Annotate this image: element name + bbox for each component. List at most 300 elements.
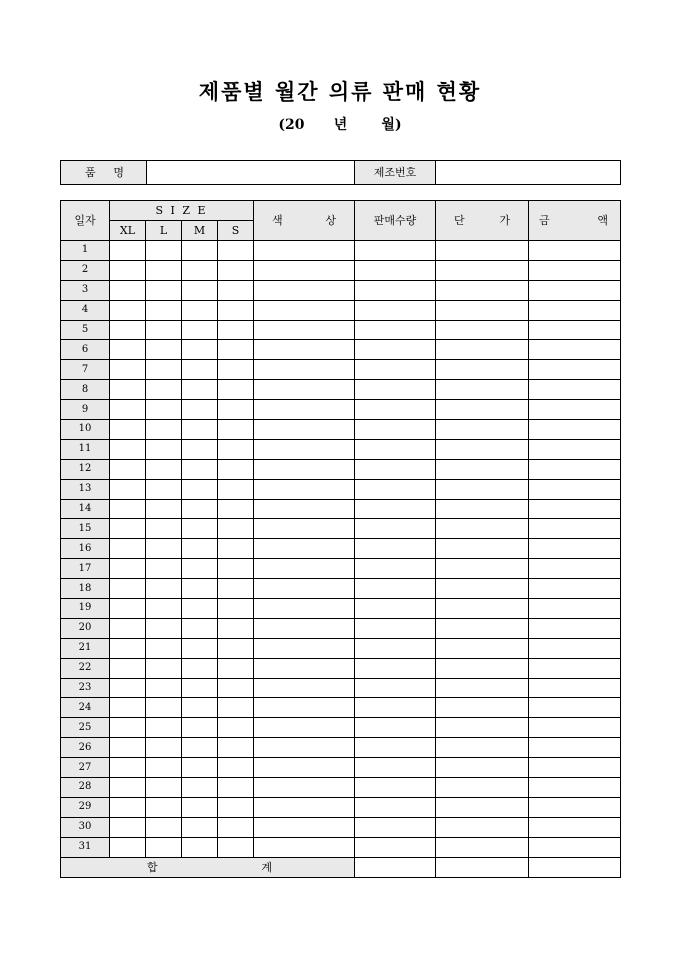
day-label: 3: [61, 280, 110, 300]
m-cell[interactable]: [182, 459, 218, 479]
amount-header: 금 액: [529, 201, 621, 241]
quantity-cell[interactable]: [355, 499, 436, 519]
day-label: 4: [61, 300, 110, 320]
color-cell[interactable]: [254, 260, 355, 280]
xl-cell[interactable]: [110, 479, 146, 499]
quantity-cell[interactable]: [355, 280, 436, 300]
amount-cell[interactable]: [529, 678, 621, 698]
amount-cell[interactable]: [529, 638, 621, 658]
quantity-cell[interactable]: [355, 420, 436, 440]
s-cell[interactable]: [218, 260, 254, 280]
l-cell[interactable]: [146, 817, 182, 837]
xl-cell[interactable]: [110, 579, 146, 599]
quantity-cell[interactable]: [355, 678, 436, 698]
quantity-cell[interactable]: [355, 479, 436, 499]
product-name-field[interactable]: [147, 161, 355, 185]
l-cell[interactable]: [146, 340, 182, 360]
s-cell[interactable]: [218, 340, 254, 360]
unit-price-cell[interactable]: [436, 718, 529, 738]
color-cell[interactable]: [254, 539, 355, 559]
xl-cell[interactable]: [110, 420, 146, 440]
table-row: [61, 678, 621, 698]
color-cell[interactable]: [254, 340, 355, 360]
xl-cell[interactable]: [110, 340, 146, 360]
l-cell[interactable]: [146, 241, 182, 261]
amount-cell[interactable]: [529, 778, 621, 798]
amount-cell[interactable]: [529, 420, 621, 440]
quantity-cell[interactable]: [355, 778, 436, 798]
quantity-cell[interactable]: [355, 459, 436, 479]
xl-cell[interactable]: [110, 539, 146, 559]
table-row: [61, 241, 621, 261]
m-cell[interactable]: [182, 778, 218, 798]
product-name-label: 품 명: [61, 161, 147, 185]
amount-cell[interactable]: [529, 519, 621, 539]
color-cell[interactable]: [254, 380, 355, 400]
l-cell[interactable]: [146, 519, 182, 539]
unit-price-cell[interactable]: [436, 599, 529, 619]
table-row: [61, 499, 621, 519]
s-cell[interactable]: [218, 519, 254, 539]
day-label: 22: [61, 658, 110, 678]
table-row: [61, 519, 621, 539]
m-cell[interactable]: [182, 718, 218, 738]
unit-price-cell[interactable]: [436, 360, 529, 380]
l-cell[interactable]: [146, 658, 182, 678]
amount-cell[interactable]: [529, 241, 621, 261]
unit-price-cell[interactable]: [436, 559, 529, 579]
color-cell[interactable]: [254, 479, 355, 499]
m-cell[interactable]: [182, 260, 218, 280]
product-info-table: [60, 160, 621, 185]
m-cell[interactable]: [182, 698, 218, 718]
unit-price-cell[interactable]: [436, 280, 529, 300]
m-cell[interactable]: [182, 360, 218, 380]
day-label: 24: [61, 698, 110, 718]
table-row: [61, 618, 621, 638]
quantity-cell[interactable]: [355, 300, 436, 320]
s-cell[interactable]: [218, 837, 254, 857]
day-label: 16: [61, 539, 110, 559]
table-row: [61, 778, 621, 798]
s-cell[interactable]: [218, 559, 254, 579]
xl-cell[interactable]: [110, 300, 146, 320]
m-cell[interactable]: [182, 420, 218, 440]
color-cell[interactable]: [254, 797, 355, 817]
l-cell[interactable]: [146, 738, 182, 758]
l-cell[interactable]: [146, 539, 182, 559]
amount-cell[interactable]: [529, 599, 621, 619]
quantity-cell[interactable]: [355, 539, 436, 559]
l-cell[interactable]: [146, 499, 182, 519]
unit-price-cell[interactable]: [436, 260, 529, 280]
m-cell[interactable]: [182, 797, 218, 817]
quantity-cell[interactable]: [355, 599, 436, 619]
unit-price-cell[interactable]: [436, 420, 529, 440]
m-cell[interactable]: [182, 618, 218, 638]
l-cell[interactable]: [146, 380, 182, 400]
s-cell[interactable]: [218, 579, 254, 599]
day-label: 28: [61, 778, 110, 798]
table-row: [61, 320, 621, 340]
m-cell[interactable]: [182, 559, 218, 579]
quantity-cell[interactable]: [355, 519, 436, 539]
xl-cell[interactable]: [110, 618, 146, 638]
l-cell[interactable]: [146, 758, 182, 778]
color-cell[interactable]: [254, 459, 355, 479]
day-label: 29: [61, 797, 110, 817]
period-subtitle: [0, 114, 680, 134]
m-cell[interactable]: [182, 320, 218, 340]
m-cell[interactable]: [182, 638, 218, 658]
color-cell[interactable]: [254, 738, 355, 758]
unit-price-cell[interactable]: [436, 320, 529, 340]
amount-cell[interactable]: [529, 817, 621, 837]
quantity-cell[interactable]: [355, 638, 436, 658]
l-cell[interactable]: [146, 638, 182, 658]
amount-cell[interactable]: [529, 559, 621, 579]
xl-cell[interactable]: [110, 400, 146, 420]
s-cell[interactable]: [218, 599, 254, 619]
s-cell[interactable]: [218, 778, 254, 798]
s-cell[interactable]: [218, 698, 254, 718]
s-cell[interactable]: [218, 241, 254, 261]
color-cell[interactable]: [254, 599, 355, 619]
l-cell[interactable]: [146, 479, 182, 499]
l-cell[interactable]: [146, 280, 182, 300]
table-row: [61, 360, 621, 380]
color-cell[interactable]: [254, 758, 355, 778]
color-cell[interactable]: [254, 698, 355, 718]
size-xl-header: XL: [110, 221, 146, 241]
quantity-cell[interactable]: [355, 380, 436, 400]
xl-cell[interactable]: [110, 678, 146, 698]
serial-number-field[interactable]: [436, 161, 621, 185]
color-cell[interactable]: [254, 618, 355, 638]
table-row: [61, 698, 621, 718]
s-cell[interactable]: [218, 638, 254, 658]
color-cell[interactable]: [254, 519, 355, 539]
m-cell[interactable]: [182, 817, 218, 837]
unit-price-cell[interactable]: [436, 340, 529, 360]
unit-price-cell[interactable]: [436, 459, 529, 479]
color-cell[interactable]: [254, 400, 355, 420]
l-cell[interactable]: [146, 698, 182, 718]
color-cell[interactable]: [254, 280, 355, 300]
xl-cell[interactable]: [110, 260, 146, 280]
xl-cell[interactable]: [110, 559, 146, 579]
amount-cell[interactable]: [529, 439, 621, 459]
quantity-header: 판매수량: [355, 201, 436, 241]
l-cell[interactable]: [146, 420, 182, 440]
l-cell[interactable]: [146, 400, 182, 420]
l-cell[interactable]: [146, 618, 182, 638]
month-unit: 월): [381, 117, 402, 133]
xl-cell[interactable]: [110, 797, 146, 817]
day-label: 15: [61, 519, 110, 539]
color-cell[interactable]: [254, 678, 355, 698]
table-row: [61, 718, 621, 738]
unit-price-cell[interactable]: [436, 618, 529, 638]
amount-cell[interactable]: [529, 479, 621, 499]
amount-cell[interactable]: [529, 797, 621, 817]
color-cell[interactable]: [254, 360, 355, 380]
s-cell[interactable]: [218, 817, 254, 837]
quantity-cell[interactable]: [355, 718, 436, 738]
amount-cell[interactable]: [529, 280, 621, 300]
unit-price-cell[interactable]: [436, 300, 529, 320]
amount-cell[interactable]: [529, 539, 621, 559]
unit-price-cell[interactable]: [436, 678, 529, 698]
l-cell[interactable]: [146, 778, 182, 798]
l-cell[interactable]: [146, 599, 182, 619]
s-cell[interactable]: [218, 797, 254, 817]
quantity-cell[interactable]: [355, 260, 436, 280]
quantity-cell[interactable]: [355, 698, 436, 718]
unit-price-cell[interactable]: [436, 380, 529, 400]
s-cell[interactable]: [218, 280, 254, 300]
m-cell[interactable]: [182, 837, 218, 857]
l-cell[interactable]: [146, 459, 182, 479]
amount-cell[interactable]: [529, 360, 621, 380]
color-cell[interactable]: [254, 658, 355, 678]
amount-cell[interactable]: [529, 698, 621, 718]
table-row: [61, 559, 621, 579]
l-cell[interactable]: [146, 260, 182, 280]
s-cell[interactable]: [218, 499, 254, 519]
xl-cell[interactable]: [110, 817, 146, 837]
xl-cell[interactable]: [110, 658, 146, 678]
day-label: 14: [61, 499, 110, 519]
l-cell[interactable]: [146, 678, 182, 698]
day-label: 5: [61, 320, 110, 340]
quantity-cell[interactable]: [355, 241, 436, 261]
color-cell[interactable]: [254, 559, 355, 579]
quantity-cell[interactable]: [355, 658, 436, 678]
unit-price-cell[interactable]: [436, 499, 529, 519]
amount-cell[interactable]: [529, 718, 621, 738]
color-cell[interactable]: [254, 320, 355, 340]
s-cell[interactable]: [218, 658, 254, 678]
m-cell[interactable]: [182, 499, 218, 519]
color-cell[interactable]: [254, 300, 355, 320]
unit-price-cell[interactable]: [436, 758, 529, 778]
unit-price-cell[interactable]: [436, 698, 529, 718]
unit-price-cell[interactable]: [436, 837, 529, 857]
m-cell[interactable]: [182, 400, 218, 420]
s-cell[interactable]: [218, 539, 254, 559]
m-cell[interactable]: [182, 658, 218, 678]
s-cell[interactable]: [218, 360, 254, 380]
unit-price-cell[interactable]: [436, 738, 529, 758]
l-cell[interactable]: [146, 718, 182, 738]
size-m-header: M: [182, 221, 218, 241]
xl-cell[interactable]: [110, 519, 146, 539]
m-cell[interactable]: [182, 280, 218, 300]
xl-cell[interactable]: [110, 718, 146, 738]
unit-price-cell[interactable]: [436, 778, 529, 798]
table-row: [61, 340, 621, 360]
quantity-cell[interactable]: [355, 340, 436, 360]
m-cell[interactable]: [182, 738, 218, 758]
l-cell[interactable]: [146, 579, 182, 599]
amount-cell[interactable]: [529, 738, 621, 758]
s-cell[interactable]: [218, 400, 254, 420]
m-cell[interactable]: [182, 599, 218, 619]
total-quantity-cell[interactable]: [355, 857, 436, 877]
quantity-cell[interactable]: [355, 797, 436, 817]
s-cell[interactable]: [218, 479, 254, 499]
xl-cell[interactable]: [110, 599, 146, 619]
unit-price-cell[interactable]: [436, 539, 529, 559]
l-cell[interactable]: [146, 439, 182, 459]
xl-cell[interactable]: [110, 360, 146, 380]
amount-cell[interactable]: [529, 260, 621, 280]
m-cell[interactable]: [182, 539, 218, 559]
amount-cell[interactable]: [529, 758, 621, 778]
color-cell[interactable]: [254, 439, 355, 459]
l-cell[interactable]: [146, 360, 182, 380]
s-cell[interactable]: [218, 459, 254, 479]
amount-cell[interactable]: [529, 837, 621, 857]
table-row: [61, 439, 621, 459]
m-cell[interactable]: [182, 241, 218, 261]
day-label: 1: [61, 241, 110, 261]
unit-price-cell[interactable]: [436, 638, 529, 658]
amount-cell[interactable]: [529, 658, 621, 678]
unit-price-cell[interactable]: [436, 439, 529, 459]
l-cell[interactable]: [146, 797, 182, 817]
m-cell[interactable]: [182, 340, 218, 360]
day-label: 2: [61, 260, 110, 280]
day-label: 30: [61, 817, 110, 837]
day-label: 8: [61, 380, 110, 400]
color-cell[interactable]: [254, 638, 355, 658]
color-cell[interactable]: [254, 778, 355, 798]
xl-cell[interactable]: [110, 380, 146, 400]
s-cell[interactable]: [218, 758, 254, 778]
quantity-cell[interactable]: [355, 837, 436, 857]
xl-cell[interactable]: [110, 778, 146, 798]
page-title: 제품별 월간 의류 판매 현황: [198, 79, 482, 104]
unit-price-cell[interactable]: [436, 400, 529, 420]
day-label: 7: [61, 360, 110, 380]
m-cell[interactable]: [182, 479, 218, 499]
day-label: 9: [61, 400, 110, 420]
xl-cell[interactable]: [110, 638, 146, 658]
xl-cell[interactable]: [110, 758, 146, 778]
xl-cell[interactable]: [110, 698, 146, 718]
xl-cell[interactable]: [110, 499, 146, 519]
unit-price-cell[interactable]: [436, 658, 529, 678]
s-cell[interactable]: [218, 439, 254, 459]
quantity-cell[interactable]: [355, 817, 436, 837]
table-row: [61, 459, 621, 479]
l-cell[interactable]: [146, 837, 182, 857]
unit-price-header: 단 가: [436, 201, 529, 241]
color-cell[interactable]: [254, 817, 355, 837]
m-cell[interactable]: [182, 519, 218, 539]
s-cell[interactable]: [218, 738, 254, 758]
quantity-cell[interactable]: [355, 579, 436, 599]
m-cell[interactable]: [182, 579, 218, 599]
table-row: [61, 738, 621, 758]
amount-cell[interactable]: [529, 579, 621, 599]
color-cell[interactable]: [254, 837, 355, 857]
color-cell[interactable]: [254, 420, 355, 440]
day-rows: [61, 241, 621, 858]
m-cell[interactable]: [182, 300, 218, 320]
amount-cell[interactable]: [529, 300, 621, 320]
xl-cell[interactable]: [110, 320, 146, 340]
color-cell[interactable]: [254, 579, 355, 599]
day-label: 31: [61, 837, 110, 857]
amount-cell[interactable]: [529, 340, 621, 360]
s-cell[interactable]: [218, 420, 254, 440]
l-cell[interactable]: [146, 559, 182, 579]
s-cell[interactable]: [218, 380, 254, 400]
s-cell[interactable]: [218, 718, 254, 738]
quantity-cell[interactable]: [355, 758, 436, 778]
amount-cell[interactable]: [529, 400, 621, 420]
s-cell[interactable]: [218, 618, 254, 638]
quantity-cell[interactable]: [355, 618, 436, 638]
quantity-cell[interactable]: [355, 400, 436, 420]
amount-cell[interactable]: [529, 380, 621, 400]
quantity-cell[interactable]: [355, 559, 436, 579]
unit-price-cell[interactable]: [436, 797, 529, 817]
m-cell[interactable]: [182, 678, 218, 698]
m-cell[interactable]: [182, 439, 218, 459]
unit-price-cell[interactable]: [436, 579, 529, 599]
m-cell[interactable]: [182, 758, 218, 778]
xl-cell[interactable]: [110, 459, 146, 479]
xl-cell[interactable]: [110, 837, 146, 857]
xl-cell[interactable]: [110, 738, 146, 758]
table-row: [61, 837, 621, 857]
table-row: [61, 300, 621, 320]
amount-cell[interactable]: [529, 459, 621, 479]
s-cell[interactable]: [218, 300, 254, 320]
unit-price-cell[interactable]: [436, 241, 529, 261]
unit-price-cell[interactable]: [436, 817, 529, 837]
total-amount-cell[interactable]: [529, 857, 621, 877]
color-cell[interactable]: [254, 499, 355, 519]
xl-cell[interactable]: [110, 280, 146, 300]
total-unit-price-cell[interactable]: [436, 857, 529, 877]
s-cell[interactable]: [218, 320, 254, 340]
quantity-cell[interactable]: [355, 439, 436, 459]
amount-cell[interactable]: [529, 320, 621, 340]
quantity-cell[interactable]: [355, 360, 436, 380]
color-cell[interactable]: [254, 241, 355, 261]
amount-cell[interactable]: [529, 618, 621, 638]
xl-cell[interactable]: [110, 439, 146, 459]
size-l-header: L: [146, 221, 182, 241]
xl-cell[interactable]: [110, 241, 146, 261]
unit-price-cell[interactable]: [436, 519, 529, 539]
amount-cell[interactable]: [529, 499, 621, 519]
l-cell[interactable]: [146, 300, 182, 320]
quantity-cell[interactable]: [355, 320, 436, 340]
table-row: [61, 579, 621, 599]
unit-price-cell[interactable]: [436, 479, 529, 499]
quantity-cell[interactable]: [355, 738, 436, 758]
color-cell[interactable]: [254, 718, 355, 738]
s-cell[interactable]: [218, 678, 254, 698]
l-cell[interactable]: [146, 320, 182, 340]
m-cell[interactable]: [182, 380, 218, 400]
